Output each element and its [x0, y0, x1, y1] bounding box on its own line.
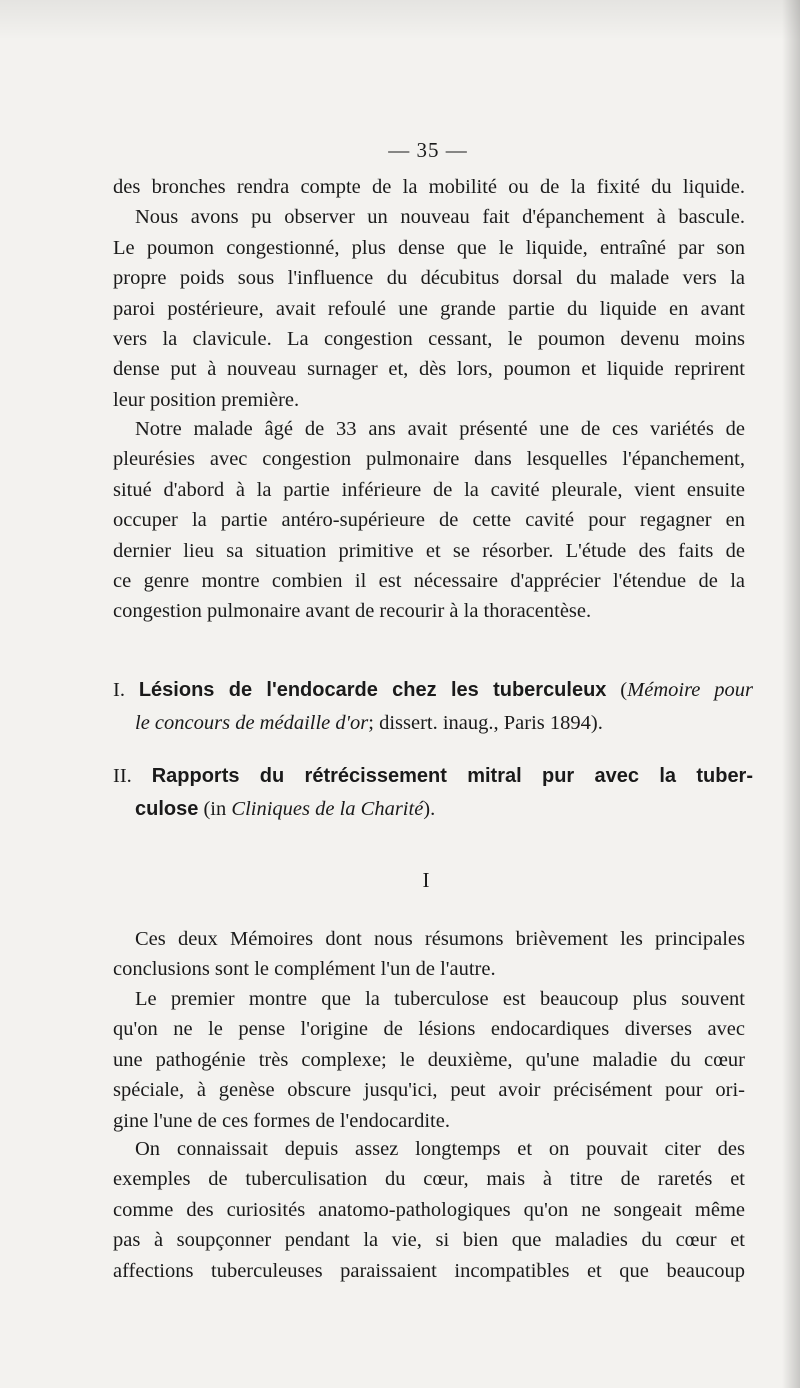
item-citation: ; dissert. inaug., Paris 1894).: [368, 712, 603, 734]
text-line: gine l'une de ces formes de l'endocardite.: [113, 1109, 450, 1132]
text-line: Nous avons pu observer un nouveau fait d'épanchement à bascule.: [135, 206, 745, 229]
item-title: Lésions de l'endocarde chez les tuberculeux: [138, 679, 607, 701]
item-numeral: I.: [113, 679, 125, 701]
scan-shadow-top: [0, 0, 800, 40]
text-line: une pathogénie très complexe; le deuxième, qu'une maladie du cœur: [113, 1048, 745, 1071]
item-italic: le concours de médaille d'or: [135, 712, 369, 734]
text-line: Le poumon congestionné, plus dense que le liquide, entraîné par son: [113, 236, 745, 259]
text-line: vers la clavicule. La congestion cessant, le poumon devenu moins: [113, 328, 745, 351]
text-line: des bronches rendra compte de la mobilité ou de la fixité du liquide.: [113, 176, 745, 198]
text-line: Ces deux Mémoires dont nous résumons brièvement les principales: [135, 928, 745, 950]
paragraph-1: [113, 172, 745, 415]
text-line: occuper la partie antéro-supérieure de cette cavité pour regagner en: [113, 509, 745, 532]
text-line: Notre malade âgé de 33 ans avait présenté une de ces variétés de: [135, 418, 745, 440]
bibliography-item-2: [113, 760, 753, 826]
scan-gutter-shadow: [782, 0, 800, 1388]
text-line: Le premier montre que la tuberculose est beaucoup plus souvent: [135, 988, 745, 1010]
text-line: paroi postérieure, avait refoulé une grande partie du liquide en avant: [113, 297, 745, 320]
item-title: Rapports du rétrécissement mitral pur avec la tuber-: [151, 765, 754, 787]
text-line: dense put à nouveau surnager et, dès lors, poumon et liquide reprirent: [113, 358, 745, 381]
page-number: — 35 —: [388, 138, 468, 162]
paragraph-4: [113, 984, 745, 1136]
text-line: exemples de tuberculisation du cœur, mais à titre de raretés et: [113, 1168, 745, 1191]
text-line: ce genre montre combien il est nécessaire d'apprécier l'étendue de la: [113, 570, 745, 593]
paragraph-5: [113, 1134, 745, 1286]
item-paren: (in: [198, 798, 232, 820]
text-line: conclusions sont le complément l'un de l'autre.: [113, 958, 496, 981]
text-line: pas à soupçonner pendant la vie, si bien que maladies du cœur et: [113, 1229, 745, 1252]
item-numeral: II.: [113, 765, 132, 787]
text-line: congestion pulmonaire avant de recourir à la thoracentèse.: [113, 600, 592, 623]
text-line: [113, 707, 753, 740]
text-line: spéciale, à genèse obscure jusqu'ici, peut avoir précisément pour ori-: [113, 1079, 745, 1102]
text-line: propre poids sous l'influence du décubitus dorsal du malade vers la: [113, 267, 745, 290]
text-line: affections tuberculeuses paraissaient incompatibles et que beaucoup: [113, 1259, 745, 1282]
bibliography-item-1: [113, 674, 753, 740]
text-line: situé d'abord à la partie inférieure de la cavité pleurale, vient ensuite: [113, 478, 745, 501]
text-line: [113, 793, 753, 826]
paragraph-3: [113, 924, 745, 985]
item-italic: Cliniques de la Charité: [231, 798, 424, 820]
text-line: On connaissait depuis assez longtemps et on pouvait citer des: [135, 1138, 745, 1160]
text-line: [113, 760, 753, 793]
item-paren: ).: [423, 798, 436, 820]
paragraph-2: [113, 414, 745, 627]
section-numeral: I: [422, 868, 430, 892]
text-line: comme des curiosités anatomo-pathologiques qu'on ne songeait même: [113, 1198, 745, 1221]
text-line: leur position première.: [113, 388, 300, 411]
item-title: culose: [135, 798, 199, 820]
item-italic: Mémoire pour: [627, 679, 753, 701]
item-paren: (: [606, 679, 628, 701]
text-line: pleurésies avec congestion pulmonaire dans lesquelles l'épanchement,: [113, 448, 745, 471]
text-line: dernier lieu sa situation primitive et se résorber. L'étude des faits de: [113, 539, 745, 562]
text-line: [113, 674, 753, 707]
text-line: qu'on ne le pense l'origine de lésions endocardiques diverses avec: [113, 1018, 745, 1041]
